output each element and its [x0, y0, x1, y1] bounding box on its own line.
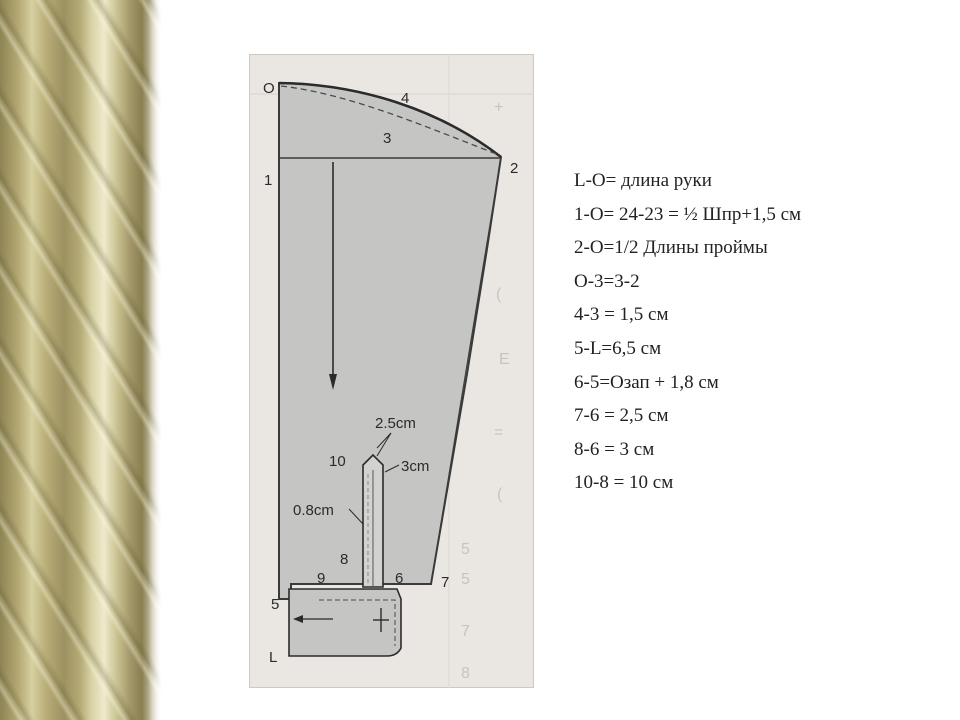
decorative-border-strip — [0, 0, 162, 720]
svg-text:5: 5 — [461, 541, 470, 558]
point-label-4: 4 — [401, 90, 410, 107]
cuff-shape — [289, 589, 401, 656]
point-label-2: 2 — [510, 160, 519, 177]
instruction-line: 10-8 = 10 см — [574, 472, 674, 494]
point-label-5: 5 — [271, 596, 280, 613]
point-label-7: 7 — [441, 574, 450, 591]
point-label-8: 8 — [340, 551, 349, 568]
instruction-line: 2-O=1/2 Длины проймы — [574, 237, 768, 259]
instruction-line: O-3=3-2 — [574, 270, 640, 292]
instruction-line: 5-L=6,5 см — [574, 337, 662, 359]
svg-text:7: 7 — [461, 623, 470, 640]
svg-text:(: ( — [496, 286, 502, 303]
point-label-l: L — [269, 649, 278, 666]
instruction-line: 7-6 = 2,5 см — [574, 405, 669, 427]
dimension-label-3cm: 3cm — [401, 458, 430, 475]
sleeve-body-shape — [279, 83, 504, 599]
point-label-o: O — [263, 80, 275, 97]
instruction-line: L-O= длина руки — [574, 170, 712, 191]
point-label-3: 3 — [383, 130, 392, 147]
svg-text:5: 5 — [461, 571, 470, 588]
svg-text:E: E — [499, 351, 510, 368]
dimension-label-0-8cm: 0.8cm — [293, 502, 334, 519]
sleeve-pattern-drawing — [249, 54, 534, 688]
pattern-svg — [249, 54, 534, 688]
svg-text:8: 8 — [461, 665, 470, 682]
svg-text:+: + — [494, 99, 504, 116]
instruction-line: 4-3 = 1,5 см — [574, 304, 669, 326]
pattern-instructions — [574, 164, 934, 500]
point-label-9: 9 — [317, 570, 326, 587]
dimension-label-2-5cm: 2.5cm — [375, 415, 416, 432]
instruction-line: 8-6 = 3 см — [574, 438, 655, 460]
point-label-1: 1 — [264, 172, 273, 189]
instruction-line: 6-5=Озап + 1,8 см — [574, 371, 719, 393]
instruction-line: 1-O= 24-23 = ½ Шпр+1,5 см — [574, 203, 802, 225]
point-label-10: 10 — [329, 453, 346, 470]
point-label-6: 6 — [395, 570, 404, 587]
svg-text:(: ( — [497, 486, 503, 503]
svg-text:=: = — [494, 424, 504, 441]
